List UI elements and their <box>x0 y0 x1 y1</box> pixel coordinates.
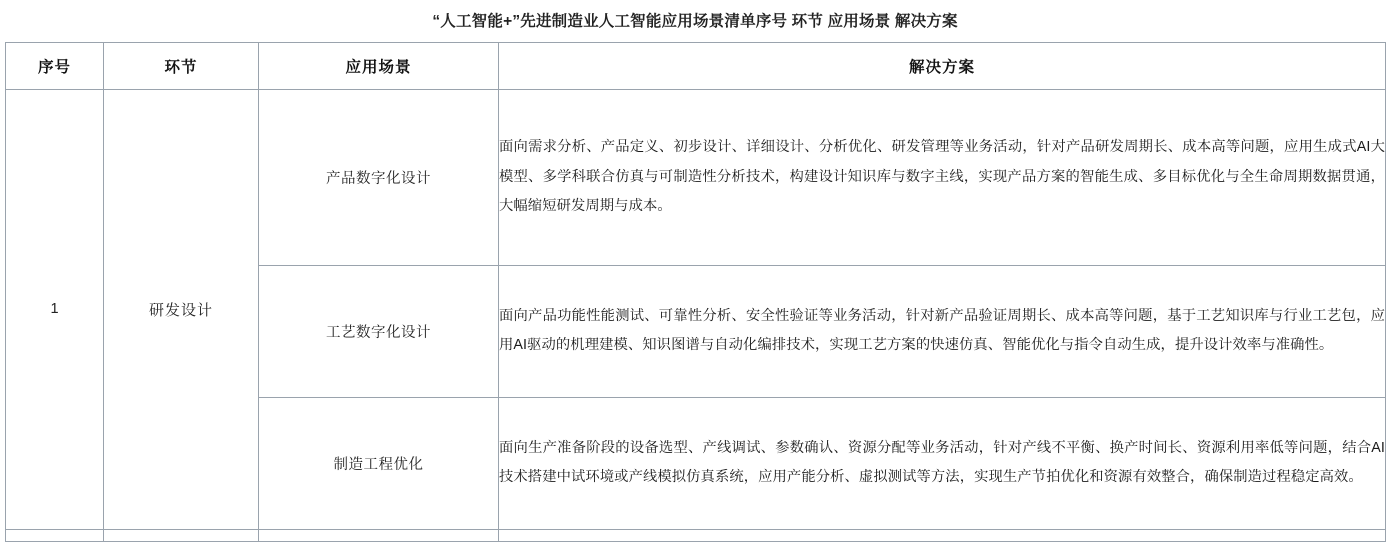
table-row-partial <box>6 529 1386 541</box>
cell-scene: 制造工程优化 <box>259 397 499 529</box>
table-header-row <box>6 42 1386 89</box>
cell-solution: 面向需求分析、产品定义、初步设计、详细设计、分析优化、研发管理等业务活动，针对产品研发周期长、成本高等问题，应用生成式AI大模型、多学科联合仿真与可制造性分析技术，构建设计知识库与数字主线，实现产品方案的智能生成、多目标优化与全生命周期数据贯通，大幅缩短研发周期与成本。 <box>499 89 1386 265</box>
cell-scene-partial <box>259 529 499 541</box>
column-header-solution: 解决方案 <box>499 42 1386 89</box>
cell-solution: 面向产品功能性能测试、可靠性分析、安全性验证等业务活动，针对新产品验证周期长、成本高等问题，基于工艺知识库与行业工艺包，应用AI驱动的机理建模、知识图谱与自动化编排技术，实现工艺方案的快速仿真、智能优化与指令自动生成，提升设计效率与准确性。 <box>499 265 1386 397</box>
column-header-stage: 环节 <box>104 42 259 89</box>
table-header <box>6 42 1386 89</box>
page-title: “人工智能+”先进制造业人工智能应用场景清单序号 环节 应用场景 解决方案 <box>432 13 958 30</box>
cell-solution-partial <box>499 529 1386 541</box>
column-header-scene: 应用场景 <box>259 42 499 89</box>
application-scene-table <box>5 42 1386 542</box>
cell-seq-partial <box>6 529 104 541</box>
table-row <box>6 89 1386 265</box>
cell-solution: 面向生产准备阶段的设备选型、产线调试、参数确认、资源分配等业务活动，针对产线不平衡、换产时间长、资源利用率低等问题，结合AI技术搭建中试环境或产线模拟仿真系统，应用产能分析、虚拟测试等方法，实现生产节拍优化和资源有效整合，确保制造过程稳定高效。 <box>499 397 1386 529</box>
table-body <box>6 89 1386 541</box>
cell-scene: 工艺数字化设计 <box>259 265 499 397</box>
cell-seq: 1 <box>6 89 104 529</box>
cell-scene: 产品数字化设计 <box>259 89 499 265</box>
cell-stage-partial <box>104 529 259 541</box>
column-header-seq: 序号 <box>6 42 104 89</box>
cell-stage: 研发设计 <box>104 89 259 529</box>
